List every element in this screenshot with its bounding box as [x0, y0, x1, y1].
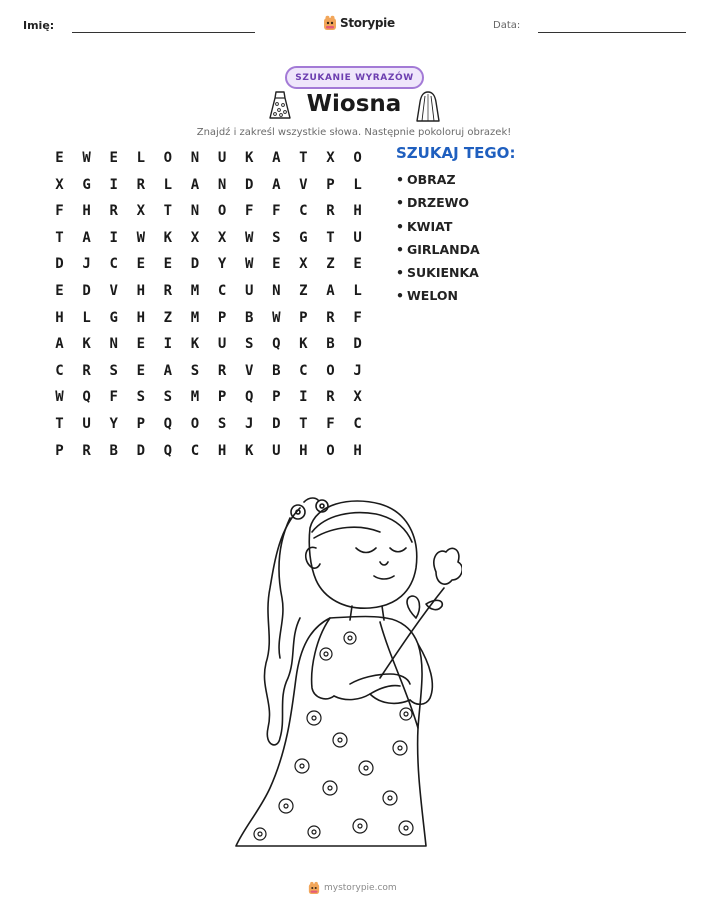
word-list-item — [396, 171, 480, 194]
grid-letter[interactable]: G — [299, 229, 308, 246]
grid-letter[interactable]: U — [217, 150, 227, 166]
word-list-item — [396, 194, 480, 217]
word-list-word: GIRLANDA — [407, 241, 480, 257]
word-list-word: KWIAT — [407, 218, 453, 234]
grid-letter[interactable]: I — [109, 229, 118, 246]
grid-letter[interactable]: H — [353, 442, 362, 459]
grid-letter[interactable]: K — [82, 336, 91, 353]
grid-letter[interactable]: H — [299, 442, 308, 459]
grid-letter[interactable]: P — [217, 389, 227, 406]
brand-name: Storypie — [340, 16, 395, 30]
grid-letter[interactable]: L — [163, 176, 173, 193]
grid-letter[interactable]: B — [109, 442, 118, 459]
grid-letter[interactable]: F — [109, 389, 118, 406]
grid-letter[interactable]: K — [244, 150, 254, 166]
grid-letter[interactable]: F — [353, 309, 362, 326]
word-list-word: WELON — [407, 288, 458, 304]
grid-letter[interactable]: H — [217, 442, 227, 459]
grid-letter[interactable]: A — [190, 176, 200, 193]
grid-letter[interactable]: X — [55, 176, 64, 193]
grid-letter[interactable]: X — [299, 256, 308, 273]
grid-letter[interactable]: W — [272, 309, 281, 326]
grid-letter[interactable]: F — [244, 203, 254, 220]
grid-letter[interactable]: S — [190, 362, 200, 379]
grid-letter[interactable]: S — [163, 389, 173, 406]
grid-letter[interactable]: M — [190, 389, 200, 406]
grid-letter[interactable]: H — [82, 203, 91, 220]
grid-letter[interactable]: C — [299, 362, 308, 379]
grid-letter[interactable]: I — [163, 336, 173, 353]
grid-letter[interactable]: W — [244, 229, 254, 246]
grid-letter[interactable]: S — [109, 362, 118, 379]
grid-letter[interactable]: Z — [299, 283, 308, 299]
grid-letter[interactable]: Q — [244, 389, 254, 406]
grid-letter[interactable]: E — [55, 150, 64, 166]
grid-letter[interactable]: X — [217, 229, 227, 246]
grid-letter[interactable]: R — [163, 283, 173, 299]
word-list-item — [396, 264, 480, 287]
grid-letter[interactable]: O — [217, 203, 227, 220]
word-list — [396, 171, 480, 311]
dress-icon — [266, 90, 294, 122]
grid-letter[interactable]: Z — [326, 256, 335, 273]
name-field-line[interactable] — [72, 32, 255, 33]
grid-letter[interactable]: Y — [217, 256, 227, 273]
grid-letter[interactable]: Q — [163, 442, 173, 459]
grid-letter[interactable]: W — [136, 229, 146, 246]
title-row — [262, 88, 448, 126]
grid-letter[interactable]: H — [55, 309, 64, 326]
grid-letter[interactable]: R — [326, 203, 335, 220]
grid-letter[interactable]: D — [82, 283, 91, 299]
grid-letter[interactable]: C — [55, 362, 64, 379]
grid-letter[interactable]: Q — [82, 389, 91, 406]
grid-letter[interactable]: J — [353, 362, 362, 379]
bullet: • — [396, 172, 404, 187]
word-list-item — [396, 218, 480, 241]
grid-letter[interactable]: B — [272, 362, 281, 379]
grid-letter[interactable]: P — [136, 416, 146, 432]
grid-letter[interactable]: X — [326, 150, 335, 166]
grid-letter[interactable]: R — [109, 203, 118, 220]
grid-letter[interactable]: E — [55, 283, 64, 299]
grid-letter[interactable]: V — [244, 362, 254, 379]
grid-letter[interactable]: N — [272, 283, 281, 299]
grid-letter[interactable]: H — [353, 203, 362, 220]
grid-letter[interactable]: M — [190, 309, 200, 326]
grid-letter[interactable]: N — [190, 203, 200, 220]
grid-letter[interactable]: T — [299, 150, 308, 166]
grid-letter[interactable]: X — [136, 203, 146, 220]
grid-letter[interactable]: H — [136, 309, 146, 326]
grid-letter[interactable]: R — [136, 176, 146, 193]
grid-letter[interactable]: P — [326, 176, 335, 193]
grid-letter[interactable]: R — [82, 442, 91, 459]
grid-letter[interactable]: I — [299, 389, 308, 406]
grid-letter[interactable]: G — [82, 176, 91, 193]
word-list-word: SUKIENKA — [407, 265, 479, 281]
grid-letter[interactable]: D — [55, 256, 64, 273]
grid-letter[interactable]: P — [217, 309, 227, 326]
storypie-logo-icon — [323, 15, 337, 31]
grid-letter[interactable]: D — [244, 176, 254, 193]
bullet: • — [396, 288, 404, 304]
grid-letter[interactable]: A — [82, 229, 91, 246]
date-label: Data: — [493, 20, 521, 31]
grid-letter[interactable]: R — [82, 362, 91, 379]
bullet: • — [396, 265, 404, 281]
grid-letter[interactable]: O — [326, 442, 335, 459]
grid-letter[interactable]: U — [217, 336, 227, 353]
footer — [308, 879, 397, 897]
grid-letter[interactable]: C — [190, 442, 200, 459]
grid-letter[interactable]: O — [190, 416, 200, 432]
grid-letter[interactable]: U — [272, 442, 281, 459]
grid-letter[interactable]: E — [136, 362, 146, 379]
word-list-title: SZUKAJ TEGO: — [396, 144, 516, 162]
grid-letter[interactable]: E — [136, 256, 146, 273]
grid-letter[interactable]: C — [109, 256, 118, 273]
grid-letter[interactable]: E — [109, 150, 118, 166]
grid-letter[interactable]: D — [353, 336, 362, 353]
grid-letter[interactable]: K — [190, 336, 200, 353]
grid-letter[interactable]: A — [272, 150, 281, 166]
grid-letter[interactable]: T — [299, 416, 308, 432]
brand — [323, 13, 395, 33]
grid-letter[interactable]: F — [326, 416, 335, 432]
grid-letter[interactable]: D — [136, 442, 146, 459]
word-list-word: DRZEWO — [407, 195, 470, 211]
footer-site: mystorypie.com — [324, 883, 397, 893]
grid-letter[interactable]: J — [82, 256, 91, 273]
grid-letter[interactable]: T — [326, 229, 335, 246]
grid-letter[interactable]: Q — [272, 336, 281, 353]
grid-letter[interactable]: L — [136, 150, 146, 166]
grid-letter[interactable]: V — [299, 176, 308, 193]
grid-letter[interactable]: B — [326, 336, 335, 353]
grid-letter[interactable]: H — [136, 283, 146, 299]
grid-letter[interactable]: D — [190, 256, 200, 273]
grid-letter[interactable]: X — [353, 389, 362, 406]
veil-icon — [414, 90, 442, 124]
grid-letter[interactable]: A — [55, 336, 64, 353]
word-list-item — [396, 241, 480, 264]
grid-letter[interactable]: T — [55, 416, 64, 432]
grid-letter[interactable]: E — [136, 336, 146, 353]
name-label: Imię: — [23, 19, 55, 32]
grid-letter[interactable]: F — [272, 203, 281, 220]
grid-letter[interactable]: P — [272, 389, 281, 406]
grid-letter[interactable]: T — [55, 229, 64, 246]
grid-letter[interactable]: V — [109, 283, 118, 299]
grid-letter[interactable]: M — [190, 283, 200, 299]
grid-letter[interactable]: P — [299, 309, 308, 326]
page-title: Wiosna — [306, 91, 402, 117]
grid-letter[interactable]: C — [353, 416, 362, 432]
grid-letter[interactable]: A — [272, 176, 281, 193]
grid-letter[interactable]: W — [55, 389, 64, 406]
grid-letter[interactable]: Q — [163, 416, 173, 432]
grid-letter[interactable]: R — [326, 309, 335, 326]
grid-letter[interactable]: K — [299, 336, 308, 353]
girl-with-flower-illustration[interactable] — [230, 488, 462, 854]
grid-letter[interactable]: A — [326, 283, 335, 299]
grid-letter[interactable]: N — [109, 336, 118, 353]
grid-letter[interactable]: O — [163, 150, 173, 166]
grid-letter[interactable]: P — [55, 442, 64, 459]
grid-letter[interactable]: N — [217, 176, 227, 193]
grid-letter[interactable]: W — [82, 150, 91, 166]
grid-letter[interactable]: I — [109, 176, 118, 193]
grid-letter[interactable]: X — [190, 229, 200, 246]
grid-letter[interactable]: R — [217, 362, 227, 379]
grid-letter[interactable]: O — [353, 150, 362, 166]
grid-letter[interactable]: J — [244, 416, 254, 432]
grid-letter[interactable]: O — [326, 362, 335, 379]
grid-letter[interactable]: L — [353, 176, 362, 193]
grid-letter[interactable]: U — [353, 229, 362, 246]
instructions: Znajdź i zakreśl wszystkie słowa. Następnie pokoloruj obrazek! — [196, 127, 512, 138]
word-list-word: OBRAZ — [407, 172, 456, 187]
grid-letter[interactable]: B — [244, 309, 254, 326]
category-badge: SZUKANIE WYRAZÓW — [285, 66, 424, 89]
grid-letter[interactable]: E — [163, 256, 173, 273]
grid-letter[interactable]: L — [353, 283, 362, 299]
grid-letter[interactable]: L — [82, 309, 91, 326]
storypie-logo-icon — [308, 881, 320, 895]
word-list-item — [396, 287, 480, 310]
grid-letter[interactable]: U — [244, 283, 254, 299]
bullet: • — [396, 218, 404, 234]
grid-letter[interactable]: F — [55, 203, 64, 220]
bullet: • — [396, 241, 404, 257]
grid-letter[interactable]: W — [244, 256, 254, 273]
grid-letter[interactable]: S — [136, 389, 146, 406]
grid-letter[interactable]: Y — [109, 416, 118, 432]
word-search-grid — [46, 145, 372, 463]
grid-letter[interactable]: E — [353, 256, 362, 273]
grid-letter[interactable]: A — [163, 362, 173, 379]
bullet: • — [396, 195, 404, 211]
grid-letter[interactable]: K — [244, 442, 254, 459]
grid-letter[interactable]: S — [244, 336, 254, 353]
grid-letter[interactable]: K — [163, 229, 173, 246]
date-field-line[interactable] — [538, 32, 686, 33]
grid-letter[interactable]: E — [272, 256, 281, 273]
grid-letter[interactable]: C — [299, 203, 308, 220]
grid-letter[interactable]: D — [272, 416, 281, 432]
grid-letter[interactable]: G — [109, 309, 118, 326]
grid-letter[interactable]: U — [82, 416, 91, 432]
grid-letter[interactable]: Z — [163, 309, 173, 326]
grid-letter[interactable]: T — [163, 203, 173, 220]
grid-letter[interactable]: S — [272, 229, 281, 246]
grid-letter[interactable]: R — [326, 389, 335, 406]
grid-letter[interactable]: S — [217, 416, 227, 432]
grid-letter[interactable]: C — [217, 283, 227, 299]
grid-letter[interactable]: N — [190, 150, 200, 166]
